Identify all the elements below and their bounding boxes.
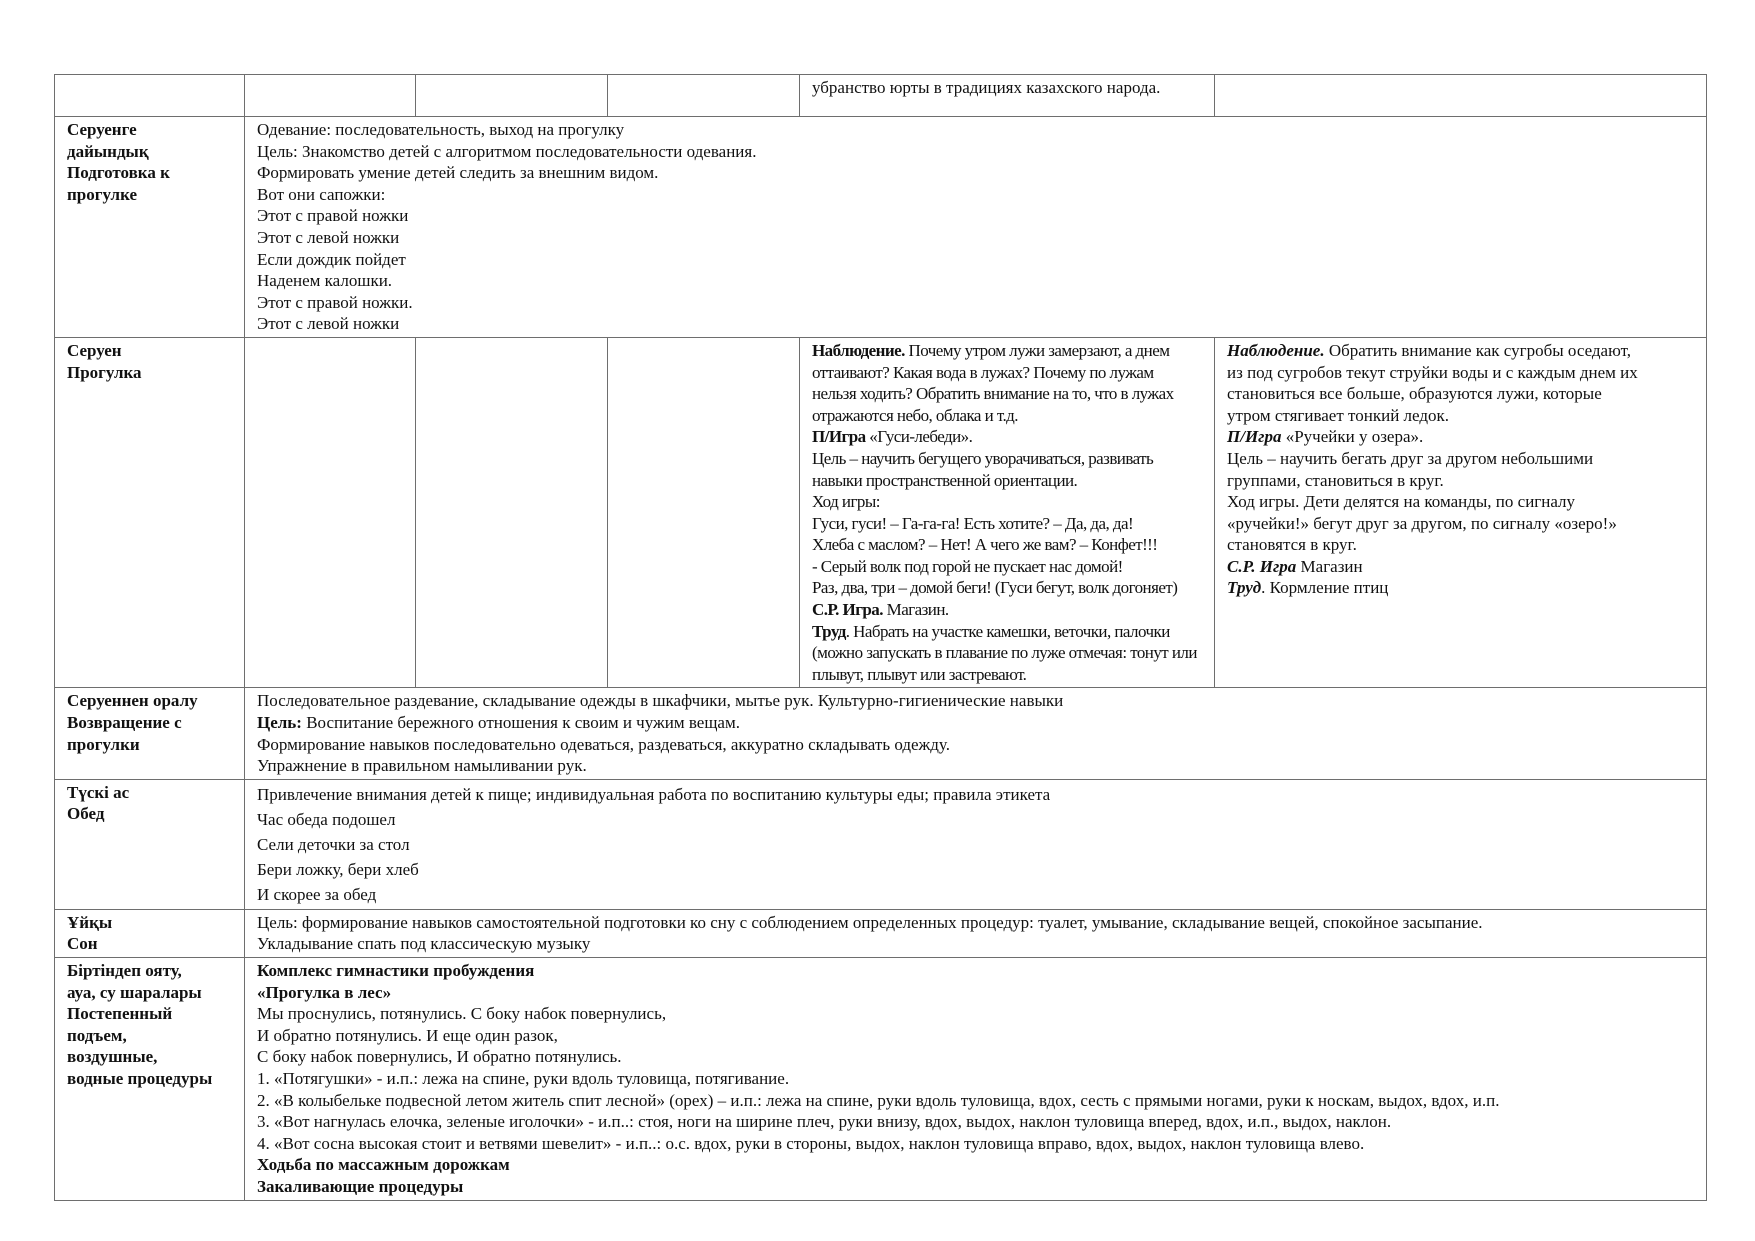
row-content-return-walk: Последовательное раздевание, складывание одежды в шкафчики, мытье рук. Культурно-гигиенические навыки Цель: Воспитание бережного отношения к своим и чужим вещам. Формирование навыков последовательно одеваться, раздеваться, аккуратно складывать одежду. Упражнение в правильном намыливании рук.: [245, 688, 1707, 779]
table-row: [55, 75, 1707, 117]
table-cell: [245, 337, 416, 688]
row-label-lunch: Түскі ас Обед: [55, 779, 245, 909]
table-cell: [1215, 75, 1707, 117]
cell-text: убранство юрты в традициях казахского народа.: [812, 78, 1161, 97]
table-cell: [608, 337, 800, 688]
row-label-prep-walk: Серуенге дайындық Подготовка к прогулке: [55, 117, 245, 338]
table-row: [55, 337, 1707, 688]
row-content-lunch: Привлечение внимания детей к пище; индивидуальная работа по воспитанию культуры еды; правила этикета Час обеда подошел Сели деточки за стол Бери ложку, бери хлеб И скорее за обед: [245, 779, 1707, 909]
table-row: [55, 779, 1707, 909]
table-cell: [800, 75, 1215, 117]
row-label-sleep: Ұйқы Сон: [55, 909, 245, 957]
daily-plan-table: [54, 74, 1707, 1201]
table-row: [55, 958, 1707, 1201]
table-cell: [416, 337, 608, 688]
row-content-wakeup: Комплекс гимнастики пробуждения «Прогулка в лес» Мы проснулись, потянулись. С боку набок повернулись, И обратно потянулись. И еще один разок, С боку набок повернулись, И обратно потянулись. 1. «Потягушки» - и.п.: лежа на спине, руки вдоль туловища, потягивание. 2. «В колыбельке подвесной летом житель спит лесной» (орех) – и.п.: лежа на спине, руки вдоль туловища, вдох, сесть с прямыми ногами, руки к носкам, выдох, вдох, и.п. 3. «Вот нагнулась елочка, зеленые иголочки» - и.п..: стоя, ноги на ширине плеч, руки внизу, вдох, выдох, наклон туловища вперед, вдох, и.п., выдох, наклон. 4. «Вот сосна высокая стоит и ветвями шевелит» - и.п..: о.с. вдох, руки в стороны, выдох, наклон туловища вправо, вдох, выдох, наклон туловища влево. Ходьба по массажным дорожкам Закаливающие процедуры: [245, 958, 1707, 1201]
walk-friday-cell: Наблюдение. Обратить внимание как сугробы оседают, из под сугробов текут струйки воды и с каждым днем их становиться все больше, образуются лужи, которые утром стягивает тонкий ледок. П/Игра «Ручейки у озера». Цель – научить бегать друг за другом небольшими группами, становиться в круг. Ход игры. Дети делятся на команды, по сигналу «ручейки!» бегут друг за другом, по сигналу «озеро!» становятся в круг. С.Р. Игра Магазин Труд. Кормление птиц: [1215, 337, 1707, 688]
table-cell: [245, 75, 416, 117]
table-cell: [416, 75, 608, 117]
table-row: [55, 117, 1707, 338]
row-label-walk: Серуен Прогулка: [55, 337, 245, 688]
table-cell: [608, 75, 800, 117]
row-label-return-walk: Серуеннен оралу Возвращение с прогулки: [55, 688, 245, 779]
row-content-prep-walk: Одевание: последовательность, выход на прогулку Цель: Знакомство детей с алгоритмом последовательности одевания. Формировать умение детей следить за внешним видом. Вот они сапожки: Этот с правой ножки Этот с левой ножки Если дождик пойдет Наденем калошки. Этот с правой ножки. Этот с левой ножки: [245, 117, 1707, 338]
table-row: [55, 688, 1707, 779]
table-cell: [55, 75, 245, 117]
table-row: [55, 909, 1707, 957]
row-content-sleep: Цель: формирование навыков самостоятельной подготовки ко сну с соблюдением определенных процедур: туалет, умывание, складывание вещей, спокойное засыпание. Укладывание спать под классическую музыку: [245, 909, 1707, 957]
walk-thursday-cell: Наблюдение. Почему утром лужи замерзают, а днем оттаивают? Какая вода в лужах? Почему по лужам нельзя ходить? Обратить внимание на то, что в лужах отражаются небо, облака и т.д. П/Игра «Гуси-лебеди». Цель – научить бегущего уворачиваться, развивать навыки пространственной ориентации. Ход игры: Гуси, гуси! – Га-га-га! Есть хотите? – Да, да, да! Хлеба с маслом? – Нет! А чего же вам? – Конфет!!! - Серый волк под горой не пускает нас домой! Раз, два, три – домой беги! (Гуси бегут, волк догоняет) С.Р. Игра. Магазин. Труд. Набрать на участке камешки, веточки, палочки (можно запускать в плавание по луже отмечая: тонут или плывут, плывут или застревают.: [800, 337, 1215, 688]
row-label-wakeup: Біртіндеп ояту, ауа, су шаралары Постепенный подъем, воздушные, водные процедуры: [55, 958, 245, 1201]
